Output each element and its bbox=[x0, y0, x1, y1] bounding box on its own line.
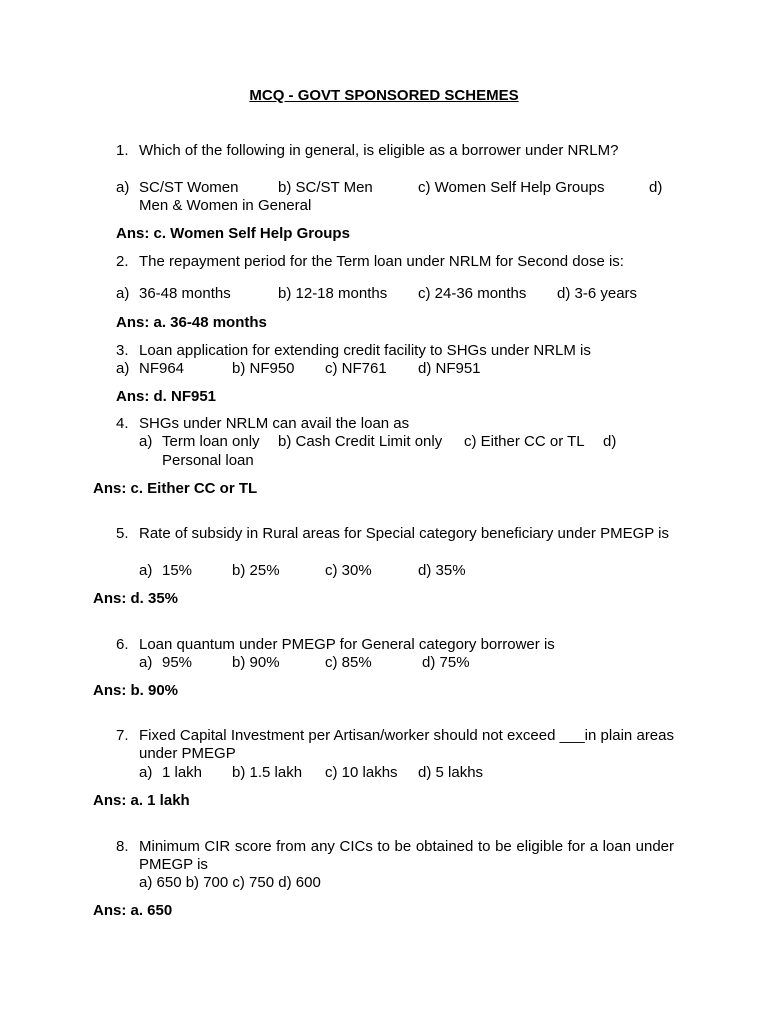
option-c: c) 10 lakhs bbox=[325, 764, 398, 781]
option-marker: a) bbox=[139, 562, 153, 579]
option-a: Term loan only bbox=[162, 433, 260, 450]
option-marker: a) bbox=[139, 654, 153, 671]
question-text: Which of the following in general, is eligible as a borrower under NRLM? bbox=[139, 142, 619, 159]
question-text: Rate of subsidy in Rural areas for Special category beneficiary under PMEGP is bbox=[139, 525, 669, 542]
option-marker: a) bbox=[139, 764, 153, 781]
question-number: 2. bbox=[116, 253, 129, 270]
option-d-marker: d) bbox=[649, 179, 663, 196]
answer-text: Ans: a. 650 bbox=[93, 902, 173, 919]
option-a: 1 lakh bbox=[162, 764, 203, 781]
option-d: d) NF951 bbox=[418, 360, 481, 377]
option-c: c) 30% bbox=[325, 562, 372, 579]
option-b: b) NF950 bbox=[232, 360, 295, 377]
answer-text: Ans: b. 90% bbox=[93, 682, 179, 699]
question-text: The repayment period for the Term loan under NRLM for Second dose is: bbox=[139, 253, 624, 270]
page-title: MCQ - GOVT SPONSORED SCHEMES bbox=[249, 87, 519, 104]
option-a: 95% bbox=[162, 654, 193, 671]
option-marker: a) bbox=[139, 433, 153, 450]
option-a: 36-48 months bbox=[139, 285, 231, 302]
option-d: d) 3-6 years bbox=[557, 285, 638, 302]
option-b: b) 1.5 lakh bbox=[232, 764, 303, 781]
answer-text: Ans: c. Women Self Help Groups bbox=[116, 225, 350, 242]
option-c: c) Either CC or TL bbox=[464, 433, 585, 450]
question-number: 4. bbox=[116, 415, 129, 432]
option-a: 15% bbox=[162, 562, 193, 579]
answer-text: Ans: d. 35% bbox=[93, 590, 179, 607]
option-marker: a) bbox=[116, 360, 130, 377]
answer-text: Ans: a. 36-48 months bbox=[116, 314, 267, 331]
option-b: b) 90% bbox=[232, 654, 280, 671]
option-d: Personal loan bbox=[162, 452, 254, 469]
question-number: 8. bbox=[116, 838, 129, 855]
option-b: b) SC/ST Men bbox=[278, 179, 373, 196]
option-c: c) Women Self Help Groups bbox=[418, 179, 605, 196]
question-text: Loan application for extending credit facility to SHGs under NRLM is bbox=[139, 342, 591, 359]
option-d-marker: d) bbox=[603, 433, 617, 450]
question-text: Fixed Capital Investment per Artisan/worker should not exceed ___in plain areas under PMEGP bbox=[139, 727, 674, 762]
option-a: NF964 bbox=[139, 360, 185, 377]
option-c: c) 85% bbox=[325, 654, 372, 671]
option-b: b) 12-18 months bbox=[278, 285, 388, 302]
answer-text: Ans: d. NF951 bbox=[116, 388, 217, 405]
question-number: 6. bbox=[116, 636, 129, 653]
question-text: Loan quantum under PMEGP for General category borrower is bbox=[139, 636, 555, 653]
option-d: d) 75% bbox=[422, 654, 470, 671]
option-c: c) 24-36 months bbox=[418, 285, 527, 302]
option-marker: a) bbox=[116, 285, 130, 302]
question-number: 7. bbox=[116, 727, 129, 744]
option-b: b) 25% bbox=[232, 562, 280, 579]
question-number: 1. bbox=[116, 142, 129, 159]
question-text: Minimum CIR score from any CICs to be obtained to be eligible for a loan under PMEGP is bbox=[139, 838, 674, 873]
option-d: d) 35% bbox=[418, 562, 466, 579]
option-line: a) 650 b) 700 c) 750 d) 600 bbox=[139, 874, 321, 891]
option-d: d) 5 lakhs bbox=[418, 764, 484, 781]
option-a: SC/ST Women bbox=[139, 179, 239, 196]
answer-text: Ans: a. 1 lakh bbox=[93, 792, 190, 809]
option-b: b) Cash Credit Limit only bbox=[278, 433, 443, 450]
answer-text: Ans: c. Either CC or TL bbox=[93, 480, 258, 497]
question-text: SHGs under NRLM can avail the loan as bbox=[139, 415, 410, 432]
option-c: c) NF761 bbox=[325, 360, 387, 377]
option-marker: a) bbox=[116, 179, 130, 196]
option-d: Men & Women in General bbox=[139, 197, 312, 214]
question-number: 3. bbox=[116, 342, 129, 359]
question-number: 5. bbox=[116, 525, 129, 542]
